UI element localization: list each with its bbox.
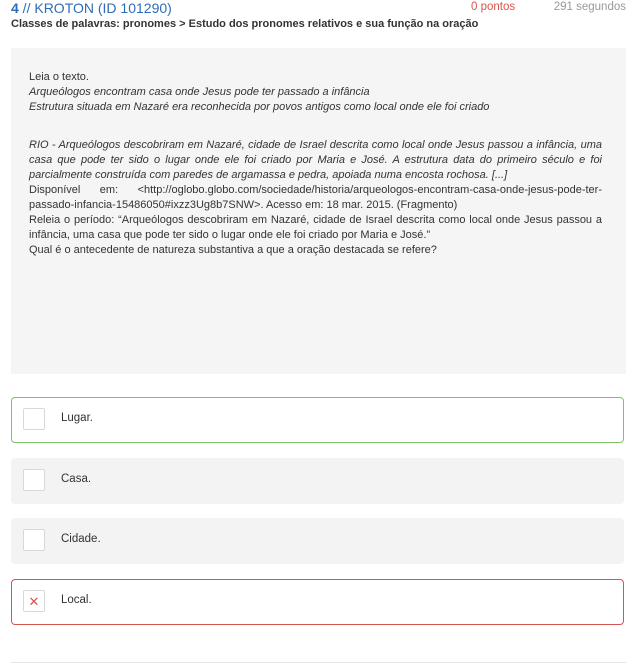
article-source: Disponível em: <http://oglobo.globo.com/sociedade/historia/arqueologos-encontram-casa-onde-jesus-pode-ter-passado-infancia-15486050#ixzz3Ug8b7SNW>. Acesso em: 18 mar. 2015. (Fragmento) <box>29 184 602 211</box>
article-headline <box>29 85 602 115</box>
question-content <box>29 70 602 258</box>
answer-option-casa[interactable] <box>11 458 624 504</box>
answer-option-local[interactable] <box>11 579 624 625</box>
wrong-mark-icon: ✕ <box>28 593 40 609</box>
answer-option-cidade[interactable] <box>11 518 624 564</box>
headline-line-2: Estrutura situada em Nazaré era reconhecida por povos antigos como local onde ele foi criado <box>29 101 490 113</box>
question-header <box>11 0 626 36</box>
points-label: 0 pontos <box>471 1 516 13</box>
question-title <box>11 0 172 16</box>
answer-option-lugar[interactable] <box>11 397 624 443</box>
breadcrumb: Classes de palavras: pronomes > Estudo dos pronomes relativos e sua função na oração <box>11 18 479 30</box>
answer-checkbox[interactable] <box>23 408 45 430</box>
question-number: 4 <box>11 0 19 16</box>
answer-label: Local. <box>61 594 92 606</box>
question-prompt: Qual é o antecedente de natureza substantiva a que a oração destacada se refere? <box>29 244 437 256</box>
question-source-id: // KROTON (ID 101290) <box>18 0 172 16</box>
article-body: RIO - Arqueólogos descobriram em Nazaré, cidade de Israel descrita como local onde Jesus passou a infância, uma casa que pode ter sido o lugar onde ele foi criado por Maria e José. A estrutura data do primeiro século e foi parcialmente construída com paredes de argamassa e pedra, apoiada numa encosta rochosa. [...] <box>29 139 602 181</box>
reread-excerpt: Releia o período: “Arqueólogos descobriram em Nazaré, cidade de Israel descrita como local onde Jesus passou a infância, uma casa que pode ter sido o lugar onde ele foi criado por Maria e José.” <box>29 214 602 241</box>
answer-checkbox[interactable] <box>23 529 45 551</box>
headline-line-1: Arqueólogos encontram casa onde Jesus pode ter passado a infância <box>29 86 370 98</box>
timer-label: 291 segundos <box>553 1 626 13</box>
question-panel <box>11 48 626 374</box>
answer-checkbox[interactable] <box>23 469 45 491</box>
next-section-divider <box>11 662 626 667</box>
answer-label: Casa. <box>61 473 92 485</box>
answer-checkbox[interactable] <box>23 590 45 612</box>
question-intro: Leia o texto. <box>29 71 89 83</box>
answer-label: Lugar. <box>61 412 93 424</box>
answer-label: Cidade. <box>61 533 101 545</box>
